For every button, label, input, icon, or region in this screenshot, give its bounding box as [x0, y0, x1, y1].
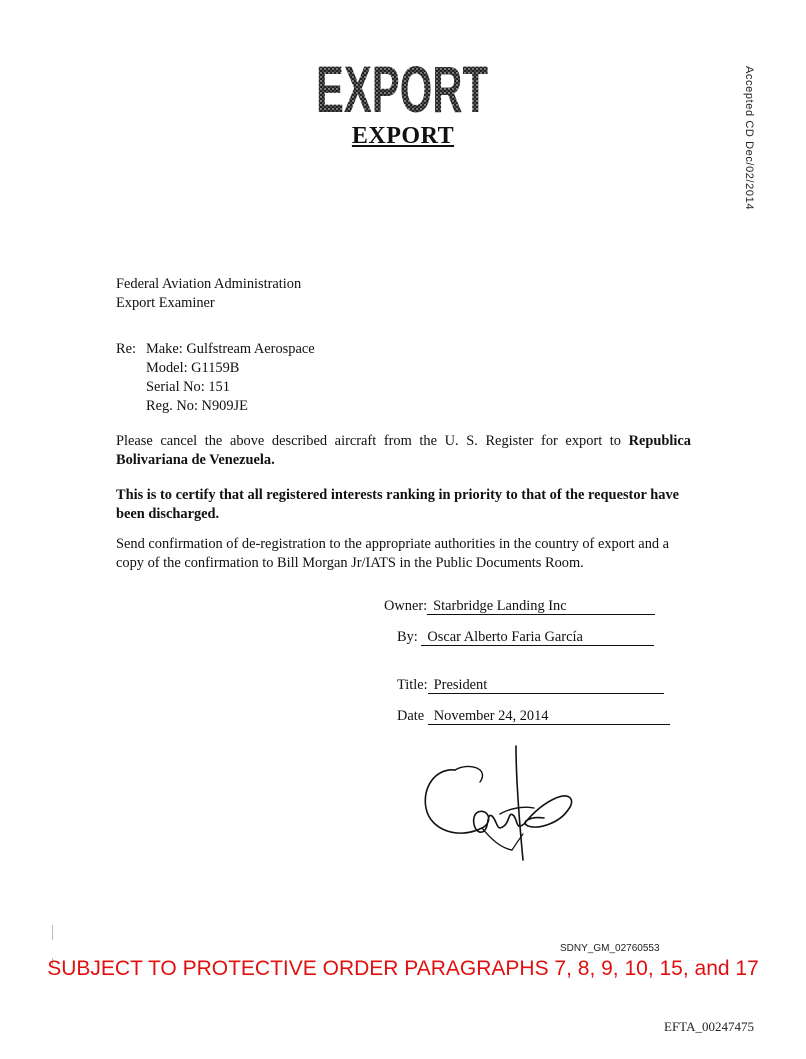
- aircraft-registration: Reg. No: N909JE: [146, 398, 248, 414]
- protective-order-notice: SUBJECT TO PROTECTIVE ORDER PARAGRAPHS 7, 8, 9, 10, 15, and 17: [47, 957, 759, 980]
- svg-text:EXPORT: EXPORT: [316, 52, 488, 126]
- page-title: EXPORT: [351, 123, 455, 149]
- by-label: By:: [397, 629, 418, 645]
- signatory-name: Oscar Alberto Faria García: [421, 629, 654, 646]
- by-row: [397, 629, 654, 646]
- handwritten-signature: [420, 738, 580, 863]
- re-label: Re:: [116, 341, 136, 357]
- accepted-stamp: Accepted CD Dec/02/2014: [743, 66, 755, 211]
- certification-paragraph: This is to certify that all registered interests ranking in priority to that of the requestor have been discharged.: [116, 487, 680, 522]
- cancel-request-text: Please cancel the above described aircraft from the U. S. Register for export to: [116, 433, 629, 449]
- addressee-line: Export Examiner: [116, 295, 215, 311]
- efta-number: EFTA_00247475: [664, 1019, 754, 1034]
- owner-label: Owner:: [384, 598, 428, 614]
- aircraft-make: Make: Gulfstream Aerospace: [146, 341, 315, 357]
- addressee-line: Federal Aviation Administration: [116, 276, 302, 292]
- date-label: Date: [397, 708, 425, 724]
- owner-value: Starbridge Landing Inc: [427, 598, 655, 615]
- destination-country: Republica Bolivariana de Venezuela.: [116, 433, 691, 468]
- signature-date: November 24, 2014: [428, 708, 670, 725]
- cancel-request-paragraph: [116, 432, 691, 470]
- confirmation-paragraph: Send confirmation of de-registration to the appropriate authorities in the country of export and a copy of the confirmation to Bill Morgan Jr/IATS in the Public Documents Room.: [116, 536, 670, 571]
- owner-row: [384, 598, 655, 615]
- export-stamp-image: [312, 52, 492, 126]
- scan-mark: [52, 925, 53, 940]
- date-row: [397, 708, 670, 725]
- title-label: Title:: [397, 677, 428, 693]
- aircraft-model: Model: G1159B: [146, 360, 240, 376]
- bates-number: SDNY_GM_02760553: [560, 943, 660, 954]
- signatory-title: President: [428, 677, 664, 694]
- aircraft-serial: Serial No: 151: [146, 379, 230, 395]
- addressee-block: [116, 275, 301, 313]
- title-row: [397, 677, 664, 694]
